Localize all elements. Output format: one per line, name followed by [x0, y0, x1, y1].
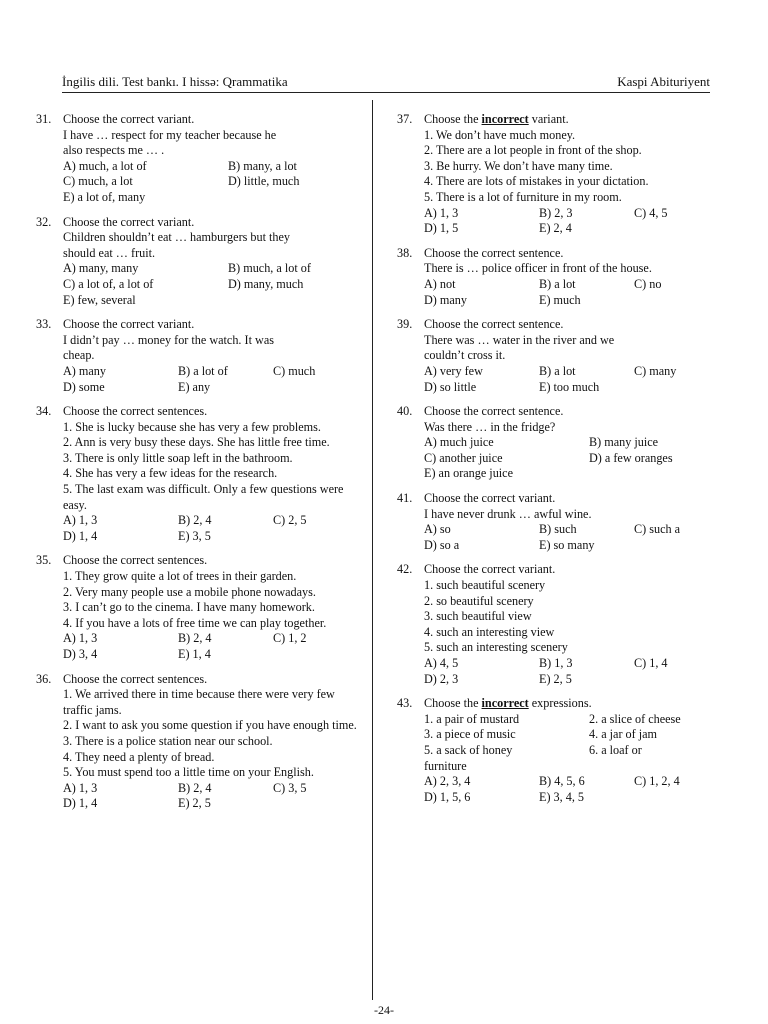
option-e: E) too much: [539, 379, 600, 394]
sentence-4: 4. She has very a few ideas for the research.: [63, 466, 278, 481]
question-text: There was … water in the river and we: [424, 332, 615, 347]
question-text: I have never drunk … awful wine.: [424, 506, 592, 521]
sentence-5: 5. The last exam was difficult. Only a few questions were easy.: [63, 482, 344, 512]
question-37: [397, 112, 717, 237]
question-number: 35.: [36, 553, 52, 568]
question-number: 34.: [36, 404, 52, 419]
option-row: [63, 781, 358, 797]
option-row: [63, 364, 358, 380]
option-b: B) a lot: [539, 276, 576, 291]
question-31: [36, 112, 358, 206]
question-32: [36, 215, 358, 309]
question-instruction: Choose the correct sentence.: [424, 317, 564, 332]
option-row: [424, 656, 717, 672]
option-row: [424, 522, 717, 538]
sentence-5: 5. You must spend too a little time on your English.: [63, 765, 314, 780]
question-instruction: Choose the correct variant.: [63, 214, 195, 229]
option-e: E) an orange juice: [424, 466, 513, 481]
option-a: A) 1, 3: [63, 780, 98, 795]
expression-row: [424, 743, 717, 774]
option-c: C) such a: [634, 522, 681, 537]
sentence-1: 1. We don’t have much money.: [424, 127, 576, 142]
option-a: A) much, a lot of: [63, 158, 147, 173]
question-instruction: Choose the correct sentences.: [63, 671, 208, 686]
option-c: C) much, a lot: [63, 174, 133, 189]
option-e: E) 2, 4: [539, 221, 572, 236]
question-number: 38.: [397, 245, 413, 260]
question-text: should eat … fruit.: [63, 245, 156, 260]
option-row: [63, 159, 358, 175]
question-text: couldn’t cross it.: [424, 348, 506, 363]
option-row: [63, 174, 358, 190]
option-d: D) 1, 4: [63, 528, 98, 543]
option-row: [424, 774, 717, 790]
option-row: [424, 790, 717, 806]
option-b: B) many, a lot: [228, 158, 297, 173]
question-39: [397, 317, 717, 395]
question-43: [397, 696, 717, 805]
option-row: [424, 451, 717, 467]
sentence-2: 2. There are a lot people in front of the shop.: [424, 143, 642, 158]
option-a: A) much juice: [424, 435, 494, 450]
right-column: [397, 112, 717, 814]
option-row: [63, 277, 358, 293]
option-c: C) no: [634, 276, 662, 291]
option-e: E) much: [539, 292, 581, 307]
instruction-highlight: incorrect: [481, 112, 529, 126]
option-row: [424, 435, 717, 451]
sentence-4: 4. They need a plenty of bread.: [63, 749, 215, 764]
sentence-2: 2. I want to ask you some question if you have enough time.: [63, 718, 357, 733]
sentence-2: 2. so beautiful scenery: [424, 593, 534, 608]
option-d: D) many: [424, 292, 467, 307]
page-number: -24-: [374, 1003, 394, 1017]
question-instruction: Choose the correct sentences.: [63, 404, 208, 419]
option-d: D) 2, 3: [424, 671, 459, 686]
option-a: A) 1, 3: [63, 513, 98, 528]
option-e: E) any: [178, 379, 211, 394]
sentence-3: 3. Be hurry. We don’t have many time.: [424, 158, 613, 173]
question-number: 36.: [36, 671, 52, 686]
sentence-3: 3. There is a police station near our school.: [63, 733, 273, 748]
sentence-5: 5. such an interesting scenery: [424, 640, 568, 655]
option-d: D) little, much: [228, 174, 300, 189]
sentence-2: 2. Ann is very busy these days. She has little free time.: [63, 435, 330, 450]
question-instruction: Choose the correct variant.: [63, 317, 195, 332]
question-42: [397, 562, 717, 687]
question-number: 41.: [397, 491, 413, 506]
expression-4: 4. a jar of jam: [589, 727, 658, 742]
question-instruction: Choose the correct sentence.: [424, 404, 564, 419]
sentence-5: 5. There is a lot of furniture in my room.: [424, 189, 622, 204]
instruction-start: Choose the: [424, 696, 482, 711]
option-b: B) many juice: [589, 435, 659, 450]
expression-2: 2. a slice of cheese: [589, 711, 681, 726]
question-instruction: Choose the correct variant.: [63, 112, 195, 126]
option-c: C) a lot of, a lot of: [63, 276, 154, 291]
option-row: [63, 380, 358, 396]
option-c: C) 1, 4: [634, 656, 668, 670]
question-41: [397, 491, 717, 553]
sentence-1: 1. She is lucky because she has very a few problems.: [63, 419, 321, 434]
option-d: D) 3, 4: [63, 647, 98, 661]
option-row: [63, 529, 358, 545]
option-b: B) a lot of: [178, 363, 228, 378]
question-instruction: Choose the correct variant.: [424, 562, 556, 577]
option-b: B) 2, 3: [539, 205, 573, 220]
option-e: E) 3, 5: [178, 528, 211, 543]
option-c: C) another juice: [424, 450, 503, 465]
option-d: D) 1, 4: [63, 796, 98, 811]
option-c: C) 3, 5: [273, 780, 307, 795]
question-number: 43.: [397, 696, 413, 711]
option-d: D) many, much: [228, 276, 304, 291]
option-row: [424, 672, 717, 688]
option-b: B) a lot: [539, 363, 576, 378]
option-d: D) so little: [424, 379, 477, 394]
option-row: [63, 513, 358, 529]
question-33: [36, 317, 358, 395]
option-d: D) 1, 5: [424, 221, 459, 236]
option-d: D) 1, 5, 6: [424, 789, 471, 804]
option-d: D) so a: [424, 537, 460, 552]
question-number: 40.: [397, 404, 413, 419]
question-text: There is … police officer in front of the house.: [424, 261, 652, 276]
sentence-1: 1. such beautiful scenery: [424, 578, 546, 593]
expression-3: 3. a piece of music: [424, 727, 516, 742]
question-number: 31.: [36, 112, 52, 126]
question-text: cheap.: [63, 348, 95, 363]
option-a: A) very few: [424, 363, 483, 378]
instruction-highlight: incorrect: [481, 696, 529, 711]
option-b: B) 4, 5, 6: [539, 773, 585, 788]
sentence-4: 4. If you have a lots of free time we can play together.: [63, 615, 327, 630]
option-row: [63, 261, 358, 277]
option-b: B) 1, 3: [539, 656, 573, 670]
expression-1: 1. a pair of mustard: [424, 711, 520, 726]
option-row: [424, 364, 717, 380]
option-e: E) 2, 5: [178, 796, 211, 811]
option-a: A) 2, 3, 4: [424, 773, 471, 788]
option-b: B) 2, 4: [178, 631, 212, 646]
option-c: C) 1, 2: [273, 631, 307, 646]
option-d: D) a few oranges: [589, 450, 673, 465]
sentence-3: 3. I can’t go to the cinema. I have many homework.: [63, 600, 315, 615]
question-number: 39.: [397, 317, 413, 332]
option-row: [63, 647, 358, 663]
sentence-4: 4. There are lots of mistakes in your dictation.: [424, 174, 649, 189]
question-number: 42.: [397, 562, 413, 577]
option-a: A) not: [424, 276, 456, 291]
option-row: [63, 631, 358, 647]
expression-6: 6. a loaf or: [589, 742, 642, 757]
option-e: E) 1, 4: [178, 647, 211, 661]
option-c: C) 4, 5: [634, 205, 668, 220]
left-column: [36, 112, 358, 821]
header-publisher: Kaspi Abituriyent: [617, 74, 710, 89]
option-a: A) many, many: [63, 261, 139, 276]
expression-row: [424, 712, 717, 728]
option-e: E) a lot of, many: [63, 189, 146, 204]
instruction-end: variant.: [528, 112, 569, 126]
question-number: 33.: [36, 317, 52, 332]
question-number: 37.: [397, 112, 413, 126]
option-c: C) 1, 2, 4: [634, 773, 680, 788]
option-b: B) 2, 4: [178, 513, 212, 528]
question-35: [36, 553, 358, 662]
option-row: [424, 206, 717, 222]
sentence-1: 1. They grow quite a lot of trees in their garden.: [63, 569, 297, 584]
option-b: B) 2, 4: [178, 780, 212, 795]
sentence-3: 3. There is only little soap left in the bathroom.: [63, 450, 293, 465]
option-e: E) few, several: [63, 292, 136, 307]
question-instruction: Choose the correct sentence.: [424, 245, 564, 260]
option-row: [424, 293, 717, 309]
question-36: [36, 672, 358, 812]
question-text: Was there … in the fridge?: [424, 419, 556, 434]
sentence-1: 1. We arrived there in time because there were very few traffic jams.: [63, 687, 335, 717]
option-a: A) 1, 3: [63, 631, 98, 646]
option-b: B) such: [539, 522, 577, 537]
question-instruction: Choose the correct sentences.: [63, 553, 208, 568]
option-row: [63, 796, 358, 812]
sentence-3: 3. such beautiful view: [424, 609, 532, 624]
option-e: E) so many: [539, 537, 595, 552]
question-34: [36, 404, 358, 544]
question-text: I have … respect for my teacher because he: [63, 127, 277, 142]
page-header: [62, 74, 710, 93]
question-instruction: [424, 696, 717, 712]
instruction-end: expressions.: [528, 696, 592, 711]
option-e: E) 2, 5: [539, 671, 572, 686]
expression-row: [424, 727, 717, 743]
question-text: I didn’t pay … money for the watch. It was: [63, 332, 274, 347]
question-instruction: [424, 112, 717, 128]
option-row: [424, 221, 717, 237]
question-text: also respects me … .: [63, 143, 165, 158]
option-row: [424, 380, 717, 396]
option-a: A) 1, 3: [424, 205, 459, 220]
question-38: [397, 246, 717, 308]
expression-5: 5. a sack of honey furniture: [424, 742, 513, 773]
option-c: C) 2, 5: [273, 513, 307, 528]
option-e: E) 3, 4, 5: [539, 789, 585, 804]
instruction-start: Choose the: [424, 112, 482, 126]
option-a: A) many: [63, 363, 106, 378]
option-a: A) so: [424, 522, 451, 537]
question-instruction: Choose the correct variant.: [424, 491, 556, 506]
question-40: [397, 404, 717, 482]
sentence-2: 2. Very many people use a mobile phone nowadays.: [63, 584, 316, 599]
header-title: İngilis dili. Test bankı. I hissə: Qrammatika: [62, 74, 288, 89]
option-c: C) many: [634, 363, 677, 378]
option-row: [424, 277, 717, 293]
sentence-4: 4. such an interesting view: [424, 624, 555, 639]
option-c: C) much: [273, 363, 316, 378]
option-row: [424, 538, 717, 554]
option-d: D) some: [63, 379, 105, 394]
column-divider: [372, 100, 373, 1000]
option-b: B) much, a lot of: [228, 261, 311, 276]
question-number: 32.: [36, 214, 52, 229]
option-a: A) 4, 5: [424, 656, 459, 670]
question-text: Children shouldn’t eat … hamburgers but they: [63, 230, 291, 245]
